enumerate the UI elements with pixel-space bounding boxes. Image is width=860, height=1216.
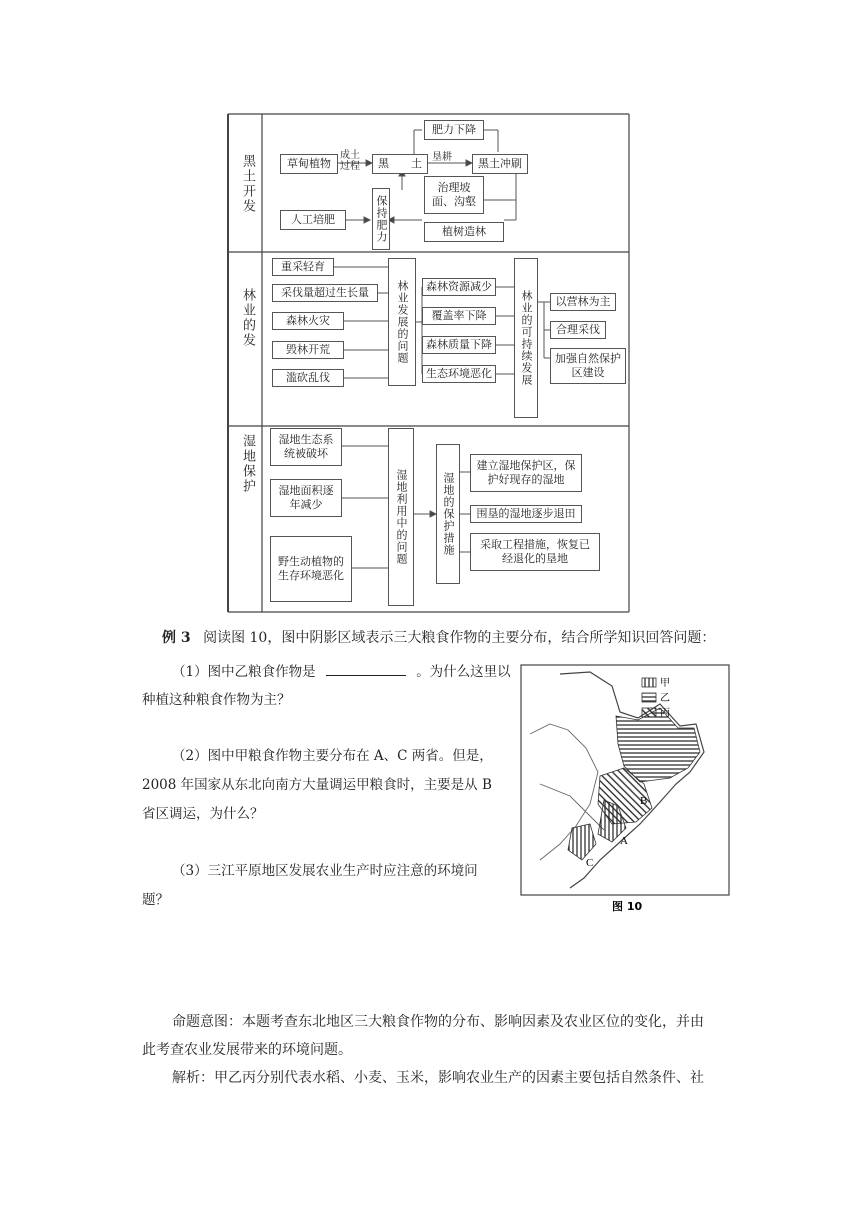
forestry-cause-3: 森林火灾 (272, 312, 344, 330)
forestry-cause-1: 重采轻育 (272, 258, 334, 276)
crop-distribution-map (520, 664, 730, 914)
solution-line: 解析：甲乙丙分别代表水稻、小麦、玉米，影响农业生产的因素主要包括自然条件、社 (172, 1070, 704, 1086)
box-manure: 人工培肥 (280, 210, 346, 230)
example-label: 例 3 (162, 630, 191, 646)
box-keep-fertility: 保持肥力 (372, 188, 390, 250)
question-1-text-b: 。为什么这里以 (416, 664, 511, 680)
forestry-sustain: 林业的可持续发展 (514, 258, 538, 418)
box-fertility-drop: 肥力下降 (424, 120, 484, 140)
wetland-protect: 湿地的保护措施 (436, 444, 460, 584)
map-caption: 图 10 (612, 900, 643, 913)
legend-yi: 乙 (660, 693, 670, 704)
wetland-measure-3: 采取工程措施，恢复已经退化的垦地 (470, 533, 600, 571)
legend-jia: 甲 (660, 678, 670, 689)
question-2-line-2: 2008 年国家从东北向南方大量调运甲粮食时，主要是从 B (142, 777, 492, 793)
knowledge-diagram (226, 112, 631, 614)
wetland-cause-3: 野生动植物的生存环境恶化 (270, 536, 352, 602)
map-figure (520, 664, 730, 914)
question-1-line-2: 种植这种粮食作物为主？ (142, 692, 291, 708)
box-trees: 植树造林 (424, 222, 504, 242)
label-reclaim: 垦耕 (432, 152, 452, 163)
example-intro: 阅读图 10，图中阴影区域表示三大粮食作物的主要分布，结合所学知识回答问题： (203, 630, 716, 646)
forestry-problem: 林业发展的问题 (388, 258, 416, 386)
forestry-cause-2: 采伐量超过生长量 (272, 284, 378, 302)
box-grass: 草甸植物 (280, 154, 338, 174)
answer-blank (326, 661, 406, 676)
forestry-effect-4: 生态环境恶化 (422, 365, 496, 383)
legend-swatch-jia (642, 678, 656, 687)
intent-line-1: 命题意图：本题考查东北地区三大粮食作物的分布、影响因素及农业区位的变化，并由 (172, 1014, 704, 1030)
legend-swatch-yi (642, 693, 656, 702)
legend-bing: 丙 (660, 708, 670, 719)
box-black-soil: 黑 土 (372, 154, 428, 174)
legend-swatch-bing (642, 708, 656, 717)
forestry-cause-4: 毁林开荒 (272, 341, 344, 359)
wetland-cause-1: 湿地生态系统被破坏 (270, 428, 342, 466)
section-title-wetland: 湿地保护 (240, 434, 255, 494)
question-1-line-1 (172, 658, 511, 686)
forestry-cause-5: 滥砍乱伐 (272, 369, 344, 387)
question-2-line-1: （2）图中甲粮食作物主要分布在 A、C 两省。但是， (172, 748, 493, 764)
intent-line-2: 此考查农业发展带来的环境问题。 (142, 1042, 352, 1058)
map-label-b: B (640, 795, 648, 807)
wetland-cause-2: 湿地面积逐年减少 (270, 479, 342, 517)
forestry-measure-3: 加强自然保护区建设 (550, 348, 626, 384)
forestry-measure-2: 合理采伐 (550, 321, 606, 339)
wetland-problem: 湿地利用中的问题 (388, 428, 414, 606)
forestry-effect-1: 森林资源减少 (422, 278, 496, 296)
question-3-line-1: （3）三江平原地区发展农业生产时应注意的环境问 (172, 863, 478, 879)
question-2-line-3: 省区调运，为什么？ (142, 806, 264, 822)
label-formation: 成土过程 (340, 150, 360, 172)
question-3-line-2: 题？ (142, 892, 169, 908)
forestry-effect-3: 森林质量下降 (422, 336, 496, 354)
wetland-measure-2: 围垦的湿地逐步退田 (470, 505, 582, 523)
box-erosion: 黑土冲刷 (472, 154, 528, 174)
map-label-a: A (620, 835, 628, 847)
map-label-c: C (586, 857, 594, 869)
forestry-measure-1: 以营林为主 (550, 293, 616, 311)
section-title-forestry: 林业的发 (240, 288, 255, 348)
question-1-text-a: （1）图中乙粮食作物是 (172, 664, 316, 680)
forestry-effect-2: 覆盖率下降 (422, 307, 496, 325)
box-slope: 治理坡面、沟壑 (424, 176, 484, 214)
example-line (162, 624, 715, 652)
section-title-black-soil: 黑土开发 (240, 154, 255, 214)
wetland-measure-1: 建立湿地保护区，保护好现存的湿地 (470, 454, 582, 492)
